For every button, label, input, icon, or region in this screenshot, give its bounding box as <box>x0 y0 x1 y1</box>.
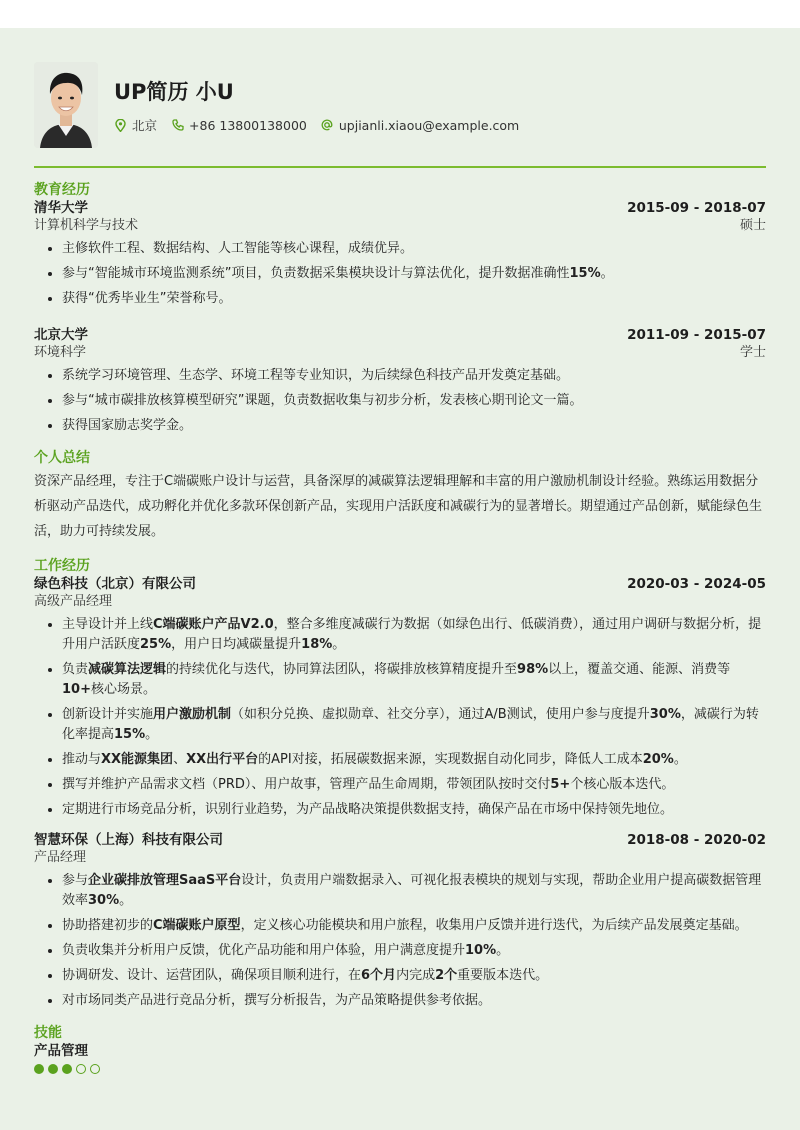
location-text: 北京 <box>132 118 158 133</box>
top-strip <box>0 0 800 28</box>
school-name: 北京大学 <box>34 326 88 343</box>
list-item: • 参与“城市碳排放核算模型研究”课题，负责数据收集与初步分析，发表核心期刊论文一篇。 <box>62 391 766 411</box>
at-sign-icon <box>321 119 334 132</box>
degree: 硕士 <box>739 217 766 233</box>
list-item: • 负责收集并分析用户反馈，优化产品功能和用户体验，用户满意度提升10%。 <box>62 941 766 961</box>
phone-icon <box>171 119 184 132</box>
date-range: 2018-08 - 2020-02 <box>627 831 766 848</box>
list-item: • 定期进行市场竞品分析，识别行业趋势，为产品战略决策提供数据支持，确保产品在市场中保持领先地位。 <box>62 800 766 820</box>
work-entry <box>34 575 766 820</box>
section-title-work: 工作经历 <box>34 557 90 574</box>
bullet-list <box>34 366 766 436</box>
bullet-list <box>34 615 766 820</box>
contact-location <box>114 116 157 134</box>
resume-page <box>0 28 800 1130</box>
list-item: • 系统学习环境管理、生态学、环境工程等专业知识，为后续绿色科技产品开发奠定基础。 <box>62 366 766 386</box>
avatar <box>34 62 98 148</box>
summary-text: 资深产品经理，专注于C端碳账户设计与运营，具备深厚的减碳算法逻辑理解和丰富的用户激励机制设计经验。熟练运用数据分析驱动产品迭代，成功孵化并优化多款环保创新产品，实现用户活跃度和减碳行为的显著增长。期望通过产品创新，赋能绿色生活，助力可持续发展。 <box>34 473 763 539</box>
school-name: 清华大学 <box>34 199 88 216</box>
skill-dot <box>48 1064 58 1074</box>
major: 计算机科学与技术 <box>34 217 139 233</box>
list-item: • 获得国家励志奖学金。 <box>62 416 766 436</box>
section-title-education: 教育经历 <box>34 181 90 198</box>
skill-dot <box>34 1064 44 1074</box>
job-title: 产品经理 <box>34 849 87 865</box>
header-divider <box>34 166 766 168</box>
section-title-summary: 个人总结 <box>34 449 90 466</box>
list-item: • 推动与XX能源集团、XX出行平台的API对接，拓展碳数据来源，实现数据自动化同步，降低人工成本20%。 <box>62 750 766 770</box>
phone-text: +86 13800138000 <box>189 117 307 133</box>
skill-dot <box>62 1064 72 1074</box>
education-entry <box>34 199 766 309</box>
contact-email <box>321 118 519 133</box>
bullet-list <box>34 871 766 1011</box>
list-item: • 创新设计并实施用户激励机制（如积分兑换、虚拟勋章、社交分享），通过A/B测试，使用户参与度提升30%，减碳行为转化率提高15%。 <box>62 705 766 745</box>
map-pin-icon <box>114 119 127 132</box>
skill-dot <box>76 1064 86 1074</box>
email-text[interactable]: upjianli.xiaou@example.com <box>338 117 520 133</box>
degree: 学士 <box>739 344 766 360</box>
list-item: • 主导设计并上线C端碳账户产品V2.0，整合多维度减碳行为数据（如绿色出行、低碳消费），通过用户调研与数据分析，提升用户活跃度25%，用户日均减碳量提升18%。 <box>62 615 766 655</box>
skill-dot <box>90 1064 100 1074</box>
major: 环境科学 <box>34 344 87 360</box>
skill-level-dots <box>34 1064 766 1074</box>
list-item: • 参与“智能城市环境监测系统”项目，负责数据采集模块设计与算法优化，提升数据准确性15%。 <box>62 264 766 284</box>
list-item: • 负责减碳算法逻辑的持续优化与迭代，协同算法团队，将碳排放核算精度提升至98%以上，覆盖交通、能源、消费等10+核心场景。 <box>62 660 766 700</box>
bullet-list <box>34 239 766 309</box>
section-title-skills: 技能 <box>34 1024 62 1041</box>
list-item: • 主修软件工程、数据结构、人工智能等核心课程，成绩优异。 <box>62 239 766 259</box>
list-item: • 协调研发、设计、运营团队，确保项目顺利进行，在6个月内完成2个重要版本迭代。 <box>62 966 766 986</box>
company-name: 智慧环保（上海）科技有限公司 <box>34 831 223 848</box>
date-range: 2011-09 - 2015-07 <box>627 326 766 343</box>
list-item: • 协助搭建初步的C端碳账户原型，定义核心功能模块和用户旅程，收集用户反馈并进行迭代，为后续产品发展奠定基础。 <box>62 916 766 936</box>
list-item: • 参与企业碳排放管理SaaS平台设计，负责用户端数据录入、可视化报表模块的规划与实现，帮助企业用户提高碳数据管理效率30%。 <box>62 871 766 911</box>
date-range: 2020-03 - 2024-05 <box>627 575 766 592</box>
list-item: • 获得“优秀毕业生”荣誉称号。 <box>62 289 766 309</box>
company-name: 绿色科技（北京）有限公司 <box>34 575 196 592</box>
resume-header <box>34 62 766 148</box>
education-entry <box>34 326 766 436</box>
list-item: • 对市场同类产品进行竞品分析，撰写分析报告，为产品策略提供参考依据。 <box>62 991 766 1011</box>
list-item: • 撰写并维护产品需求文档（PRD）、用户故事，管理产品生命周期，带领团队按时交付5+个核心版本迭代。 <box>62 775 766 795</box>
contact-phone <box>171 118 307 133</box>
skill-name: 产品管理 <box>34 1042 88 1059</box>
contact-row <box>114 116 533 134</box>
work-entry <box>34 831 766 1011</box>
date-range: 2015-09 - 2018-07 <box>627 199 766 216</box>
job-title: 高级产品经理 <box>34 593 113 609</box>
candidate-name: UP简历 小U <box>114 80 234 104</box>
